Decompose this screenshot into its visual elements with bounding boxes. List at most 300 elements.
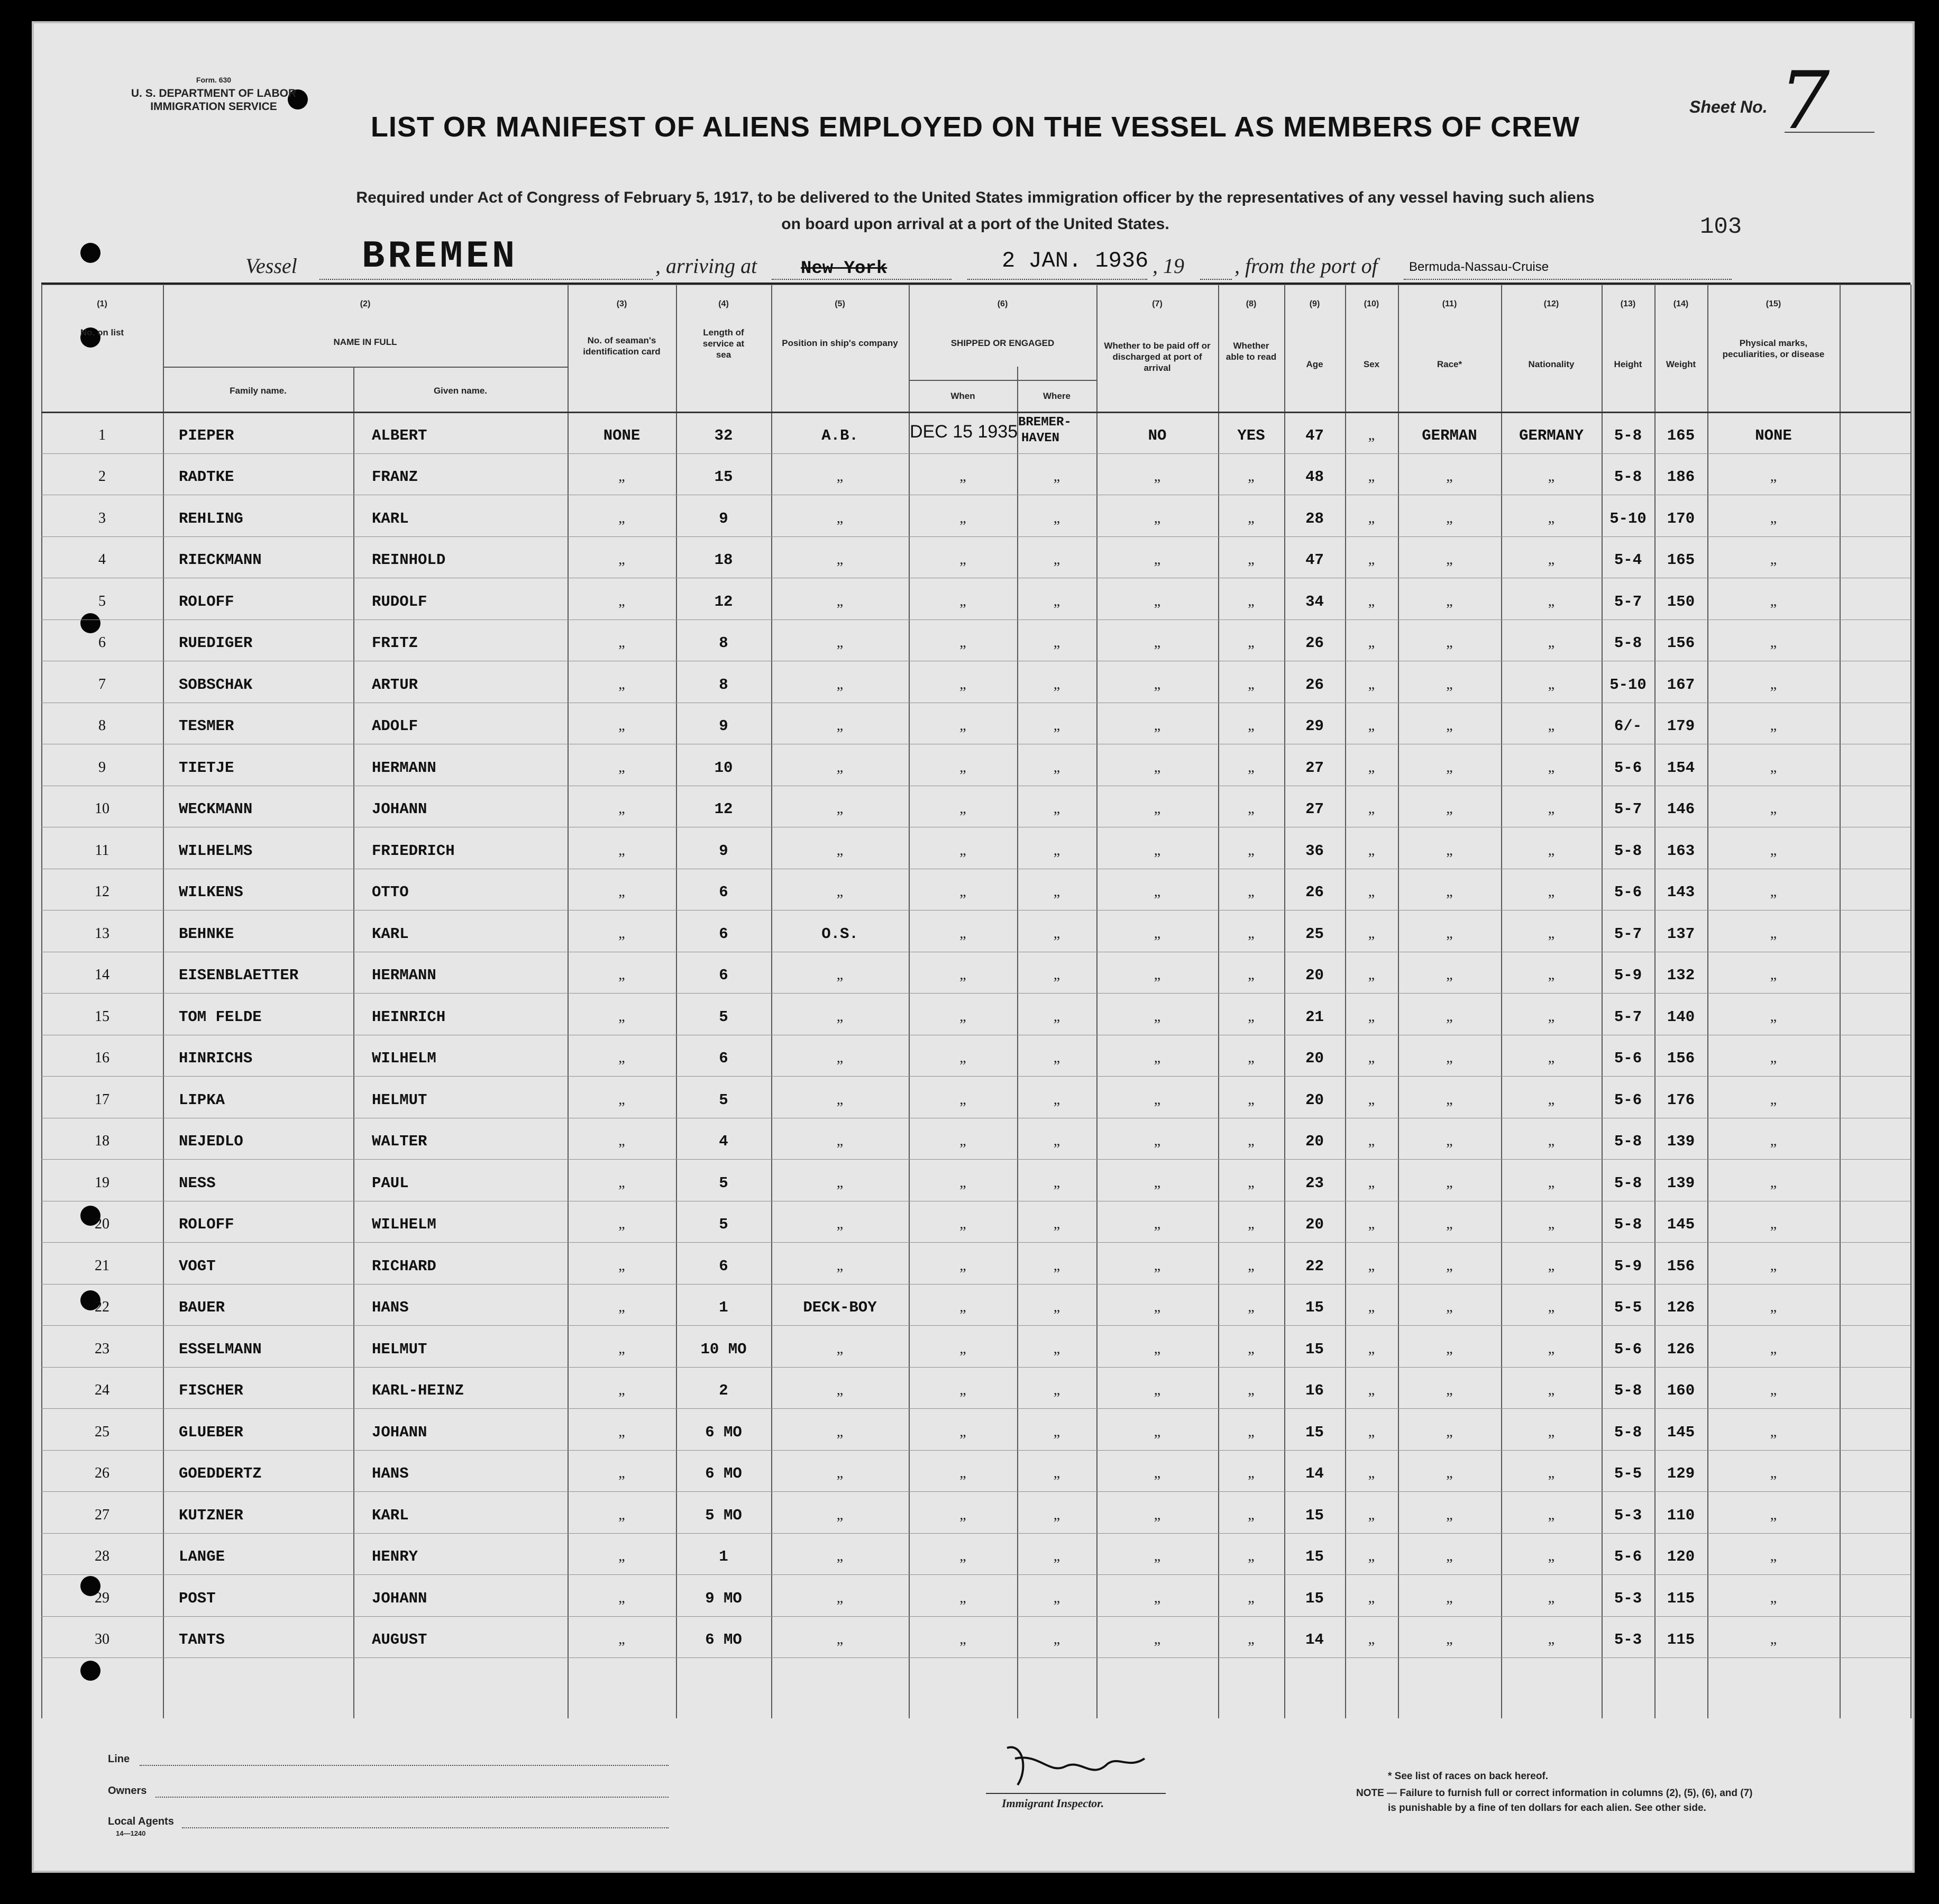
given-name: HANS [372,1465,409,1482]
able-read-ditto: „ [1248,468,1255,485]
sex-ditto: „ [1368,1216,1375,1232]
position-ditto: „ [836,1382,844,1398]
from-port-label: , from the port of [1234,254,1378,278]
family-name: BAUER [179,1299,225,1316]
given-name: WILHELM [372,1216,436,1233]
position-ditto: „ [836,1589,844,1606]
able-read-ditto: „ [1248,1299,1255,1315]
header-where: Where [1043,391,1071,401]
row-line [41,1657,1910,1658]
physical-ditto: „ [1770,1382,1777,1398]
sheet-no-value: 7 [1779,55,1830,147]
age: 28 [1305,509,1324,527]
race-ditto: „ [1446,925,1453,942]
weight: 156 [1667,1257,1695,1275]
race-ditto: „ [1446,1340,1453,1357]
row-number: 26 [95,1465,109,1481]
height: 5-3 [1614,1589,1642,1607]
row-line [41,1367,1910,1368]
nationality-ditto: „ [1548,883,1555,900]
id-card-ditto: „ [618,1548,625,1564]
weight: 139 [1667,1133,1695,1150]
row-number: 20 [95,1216,109,1232]
col-divider [1707,285,1708,1718]
paid-off-ditto: „ [1154,800,1161,817]
header-family-name: Family name. [230,386,287,396]
id-card-ditto: „ [618,1216,625,1232]
physical-ditto: „ [1770,883,1777,900]
family-name: ESSELMANN [179,1340,262,1358]
length-of-service: 32 [714,426,733,444]
row-line [41,1574,1910,1575]
given-name: ADOLF [372,717,418,735]
header-bottom-line [41,412,1910,413]
col-num-14: (14) [1673,299,1689,308]
id-card-ditto: „ [618,1465,625,1481]
position-ditto: „ [836,967,844,983]
shipped-when-ditto: „ [959,1299,966,1315]
position-ditto: „ [836,759,844,776]
paid-off-ditto: „ [1154,1465,1161,1481]
header-height: Height [1614,359,1642,369]
age: 14 [1305,1631,1324,1648]
col-num-12: (12) [1543,299,1559,308]
height: 5-8 [1614,842,1642,860]
col-num-10: (10) [1364,299,1379,308]
shipped-where-ditto: „ [1053,468,1060,485]
age: 29 [1305,717,1324,735]
physical-ditto: „ [1770,800,1777,817]
shipped-where-ditto: „ [1053,717,1060,734]
col-divider [41,285,42,1718]
nationality-ditto: „ [1548,1257,1555,1274]
given-name: HELMUT [372,1091,427,1109]
id-card-ditto: „ [618,1299,625,1315]
height: 5-3 [1614,1506,1642,1524]
family-name: BEHNKE [179,925,234,943]
age: 26 [1305,883,1324,901]
arriving-label: , arriving at [655,254,757,278]
shipped-when-ditto: „ [959,509,966,526]
physical-ditto: „ [1770,1340,1777,1357]
col-num-7: (7) [1152,299,1163,308]
weight: 115 [1667,1631,1695,1648]
row-number: 28 [95,1548,109,1564]
shipped-where-ditto: „ [1053,1382,1060,1398]
col-num-3: (3) [616,299,627,308]
given-name: OTTO [372,883,409,901]
nationality-ditto: „ [1548,676,1555,693]
race-ditto: „ [1446,1133,1453,1149]
height: 5-8 [1614,1174,1642,1192]
length-of-service: 12 [714,800,733,818]
height: 5-6 [1614,1548,1642,1565]
physical-ditto: „ [1770,1174,1777,1191]
position-ditto: „ [836,1008,844,1025]
able-read-ditto: „ [1248,509,1255,526]
col-divider [1345,285,1346,1718]
row-line [41,1325,1910,1326]
page-subtitle [140,185,1811,238]
row-line [41,1533,1910,1534]
sex-ditto: „ [1368,1506,1375,1523]
row-number: 5 [98,593,106,609]
weight: 115 [1667,1589,1695,1607]
paid-off-ditto: „ [1154,551,1161,568]
position-ditto: „ [836,593,844,609]
shipped-where-ditto: „ [1053,800,1060,817]
id-card-ditto: „ [618,967,625,983]
shipped-when-ditto: „ [959,634,966,651]
age: 20 [1305,1216,1324,1233]
able-read-ditto: „ [1248,676,1255,693]
row-line [41,1616,1910,1617]
given-name: KARL [372,509,409,527]
age: 27 [1305,800,1324,818]
row-number: 16 [95,1050,109,1066]
position-ditto: „ [836,842,844,859]
given-name: JOHANN [372,1423,427,1441]
able-read-ditto: „ [1248,800,1255,817]
shipped-where-ditto: „ [1053,1050,1060,1066]
paid-off: NO [1148,426,1167,444]
shipped-where-ditto: „ [1053,1133,1060,1149]
race-ditto: „ [1446,759,1453,776]
length-of-service: 5 [719,1174,728,1192]
sex-ditto: „ [1368,1050,1375,1066]
age: 14 [1305,1465,1324,1482]
row-number: 7 [98,676,106,693]
family-name: WECKMANN [179,800,253,818]
owners-label: Owners [108,1785,147,1797]
length-of-service: 6 MO [705,1631,742,1648]
sex-ditto: „ [1368,1465,1375,1481]
able-read-ditto: „ [1248,1216,1255,1232]
nationality-ditto: „ [1548,1423,1555,1440]
position-ditto: „ [836,800,844,817]
family-name: GOEDDERTZ [179,1465,262,1482]
length-of-service: 5 MO [705,1506,742,1524]
length-of-service: 1 [719,1548,728,1565]
row-number: 10 [95,800,109,817]
family-name: KUTZNER [179,1506,243,1524]
row-line [41,1242,1910,1243]
race-ditto: „ [1446,1506,1453,1523]
row-number: 6 [98,634,106,651]
line-field [140,1765,669,1766]
height: 6/- [1614,717,1642,735]
weight: 154 [1667,759,1695,777]
sex-ditto: „ [1368,1299,1375,1315]
vessel-row [34,235,1917,280]
shipped-when-ditto: „ [959,967,966,983]
weight: 160 [1667,1382,1695,1399]
given-name: HERMANN [372,967,436,984]
shipped-when-ditto: „ [959,1216,966,1232]
length-of-service: 5 [719,1008,728,1026]
col-num-15: (15) [1766,299,1781,308]
weight: 140 [1667,1008,1695,1026]
col-divider [1218,285,1219,1718]
paid-off-ditto: „ [1154,593,1161,609]
length-of-service: 12 [714,593,733,611]
sex-ditto: „ [1368,426,1375,443]
shipped-when-ditto: „ [959,1050,966,1066]
physical-ditto: „ [1770,1050,1777,1066]
sex-ditto: „ [1368,883,1375,900]
nationality-ditto: „ [1548,967,1555,983]
height: 5-8 [1614,1216,1642,1233]
age: 20 [1305,1091,1324,1109]
shipped-when-ditto: „ [959,1133,966,1149]
vessel-label: Vessel [245,254,297,278]
nationality-ditto: „ [1548,1008,1555,1025]
col-num-9: (9) [1309,299,1320,308]
given-name: PAUL [372,1174,409,1192]
row-line [41,1408,1910,1409]
physical-ditto: „ [1770,1299,1777,1315]
shipped-when-ditto: „ [959,759,966,776]
shipped-where-ditto: „ [1053,1257,1060,1274]
row-line [41,453,1910,454]
header-length-service: Length of service at sea [702,327,745,360]
header-when: When [950,391,975,401]
row-number: 19 [95,1174,109,1191]
row-number: 23 [95,1340,109,1357]
family-name: PIEPER [179,426,234,444]
weight: 176 [1667,1091,1695,1109]
sex-ditto: „ [1368,1631,1375,1647]
row-number: 14 [95,967,109,983]
family-name: LIPKA [179,1091,225,1109]
able-read-ditto: „ [1248,1091,1255,1108]
row-number: 8 [98,717,106,734]
given-name: FRITZ [372,634,418,652]
row-line [41,1491,1910,1492]
sex-ditto: „ [1368,468,1375,485]
length-of-service: 5 [719,1216,728,1233]
age: 15 [1305,1299,1324,1316]
position-ditto: „ [836,1174,844,1191]
sex-ditto: „ [1368,1423,1375,1440]
race-ditto: „ [1446,551,1453,568]
given-name: HANS [372,1299,409,1316]
age: 15 [1305,1548,1324,1565]
id-card-ditto: „ [618,1506,625,1523]
shipped-when-ditto: „ [959,1257,966,1274]
race-ditto: „ [1446,1589,1453,1606]
page-title: LIST OR MANIFEST OF ALIENS EMPLOYED ON THE VESSEL AS MEMBERS OF CREW [370,111,1580,143]
weight: 179 [1667,717,1695,735]
row-number: 15 [95,1008,109,1025]
weight: 165 [1667,426,1695,444]
able-read-ditto: „ [1248,1423,1255,1440]
family-name: VOGT [179,1257,216,1275]
shipped-when-ditto: „ [959,1382,966,1398]
position-ditto: „ [836,1465,844,1481]
able-read-ditto: „ [1248,1008,1255,1025]
inspector-label: Immigrant Inspector. [1002,1797,1104,1810]
nationality-ditto: „ [1548,1174,1555,1191]
length-of-service: 9 [719,717,728,735]
age: 20 [1305,1133,1324,1150]
given-name: FRANZ [372,468,418,486]
paid-off-ditto: „ [1154,1216,1161,1232]
vessel-line [319,279,653,280]
race-ditto: „ [1446,1216,1453,1232]
col-num-1: (1) [97,299,107,308]
service: IMMIGRATION SERVICE [150,101,277,113]
header-given-name: Given name. [433,386,488,396]
sex-ditto: „ [1368,593,1375,609]
shipped-when-ditto: „ [959,1174,966,1191]
position-ditto: „ [836,551,844,568]
given-name: ARTUR [372,676,418,694]
height: 5-6 [1614,759,1642,777]
row-number: 12 [95,883,109,900]
family-name: RADTKE [179,468,234,486]
given-name: RUDOLF [372,593,427,611]
paid-off-ditto: „ [1154,1174,1161,1191]
physical-ditto: „ [1770,1589,1777,1606]
col-num-2: (2) [360,299,371,308]
header-age: Age [1306,359,1323,369]
paid-off-ditto: „ [1154,1008,1161,1025]
height: 5-7 [1614,593,1642,611]
vessel-name: BREMEN [362,235,518,278]
able-read-ditto: „ [1248,1382,1255,1398]
col-num-6: (6) [997,299,1008,308]
shipped-where-ditto: „ [1053,842,1060,859]
nationality-ditto: „ [1548,1133,1555,1149]
height: 5-8 [1614,634,1642,652]
id-card-ditto: „ [618,468,625,485]
physical-ditto: „ [1770,1465,1777,1481]
race-ditto: „ [1446,1008,1453,1025]
length-of-service: 10 [714,759,733,777]
family-name: NESS [179,1174,216,1192]
length-of-service: 5 [719,1091,728,1109]
nationality-ditto: „ [1548,509,1555,526]
inspector-signature [986,1737,1176,1796]
able-read-ditto: „ [1248,759,1255,776]
race-ditto: „ [1446,1174,1453,1191]
age: 47 [1305,551,1324,569]
race-ditto: „ [1446,842,1453,859]
weight: 165 [1667,551,1695,569]
col-divider [1284,285,1285,1718]
position-ditto: „ [836,1050,844,1066]
shipped-where-ditto: „ [1053,883,1060,900]
nationality-ditto: „ [1548,759,1555,776]
note-line-2: is punishable by a fine of ten dollars for each alien. See other side. [1388,1802,1706,1814]
col-divider [1501,285,1502,1718]
given-name: KARL-HEINZ [372,1382,464,1399]
position: A.B. [821,426,858,444]
header-race: Race* [1437,359,1462,369]
race-ditto: „ [1446,967,1453,983]
sex-ditto: „ [1368,1340,1375,1357]
position-ditto: „ [836,676,844,693]
id-card-ditto: „ [618,883,625,900]
paid-off-ditto: „ [1154,1423,1161,1440]
row-number: 11 [95,842,109,859]
race-ditto: „ [1446,1423,1453,1440]
paid-off-ditto: „ [1154,1091,1161,1108]
nationality-ditto: „ [1548,1382,1555,1398]
physical-ditto: „ [1770,1506,1777,1523]
paid-off-ditto: „ [1154,1299,1161,1315]
row-number: 18 [95,1133,109,1149]
age: 21 [1305,1008,1324,1026]
family-name: TANTS [179,1631,225,1648]
age: 15 [1305,1423,1324,1441]
form-number: Form. 630 [196,76,232,84]
length-of-service: 8 [719,676,728,694]
weight: 150 [1667,593,1695,611]
col-divider [163,285,164,1718]
given-name: JOHANN [372,1589,427,1607]
family-name: TOM FELDE [179,1008,262,1026]
family-name: ROLOFF [179,593,234,611]
shipped-when-ditto: „ [959,717,966,734]
physical-ditto: „ [1770,759,1777,776]
shipped-where-ditto: „ [1053,1589,1060,1606]
physical-ditto: „ [1770,1216,1777,1232]
race-ditto: „ [1446,468,1453,485]
row-line [41,1159,1910,1160]
length-of-service: 6 MO [705,1423,742,1441]
position-ditto: „ [836,1216,844,1232]
races-note: * See list of races on back hereof. [1388,1771,1549,1782]
weight: 156 [1667,1050,1695,1067]
row-number: 13 [95,925,109,942]
given-name: ALBERT [372,426,427,444]
sex-ditto: „ [1368,800,1375,817]
from-port-line [1404,279,1732,280]
id-card-ditto: „ [618,842,625,859]
id-card-ditto: „ [618,1589,625,1606]
col-num-11: (11) [1442,299,1457,308]
height: 5-4 [1614,551,1642,569]
given-name: WILHELM [372,1050,436,1067]
agents-field [182,1827,669,1828]
row-number: 3 [98,509,106,526]
age: 23 [1305,1174,1324,1192]
height: 5-10 [1609,509,1647,527]
position-ditto: „ [836,717,844,734]
able-read-ditto: „ [1248,717,1255,734]
race-ditto: „ [1446,883,1453,900]
position: DECK-BOY [803,1299,877,1316]
length-of-service: 1 [719,1299,728,1316]
length-of-service: 15 [714,468,733,486]
year-label: , 19 [1153,254,1184,278]
race-ditto: „ [1446,1050,1453,1066]
row-number: 24 [95,1382,109,1398]
race-ditto: „ [1446,1299,1453,1315]
age: 16 [1305,1382,1324,1399]
paid-off-ditto: „ [1154,1631,1161,1647]
weight: 145 [1667,1216,1695,1233]
race-ditto: „ [1446,800,1453,817]
height: 5-6 [1614,1091,1642,1109]
physical-ditto: „ [1770,1548,1777,1564]
paid-off-ditto: „ [1154,759,1161,776]
nationality-ditto: „ [1548,925,1555,942]
height: 5-8 [1614,426,1642,444]
able-read-ditto: „ [1248,1257,1255,1274]
